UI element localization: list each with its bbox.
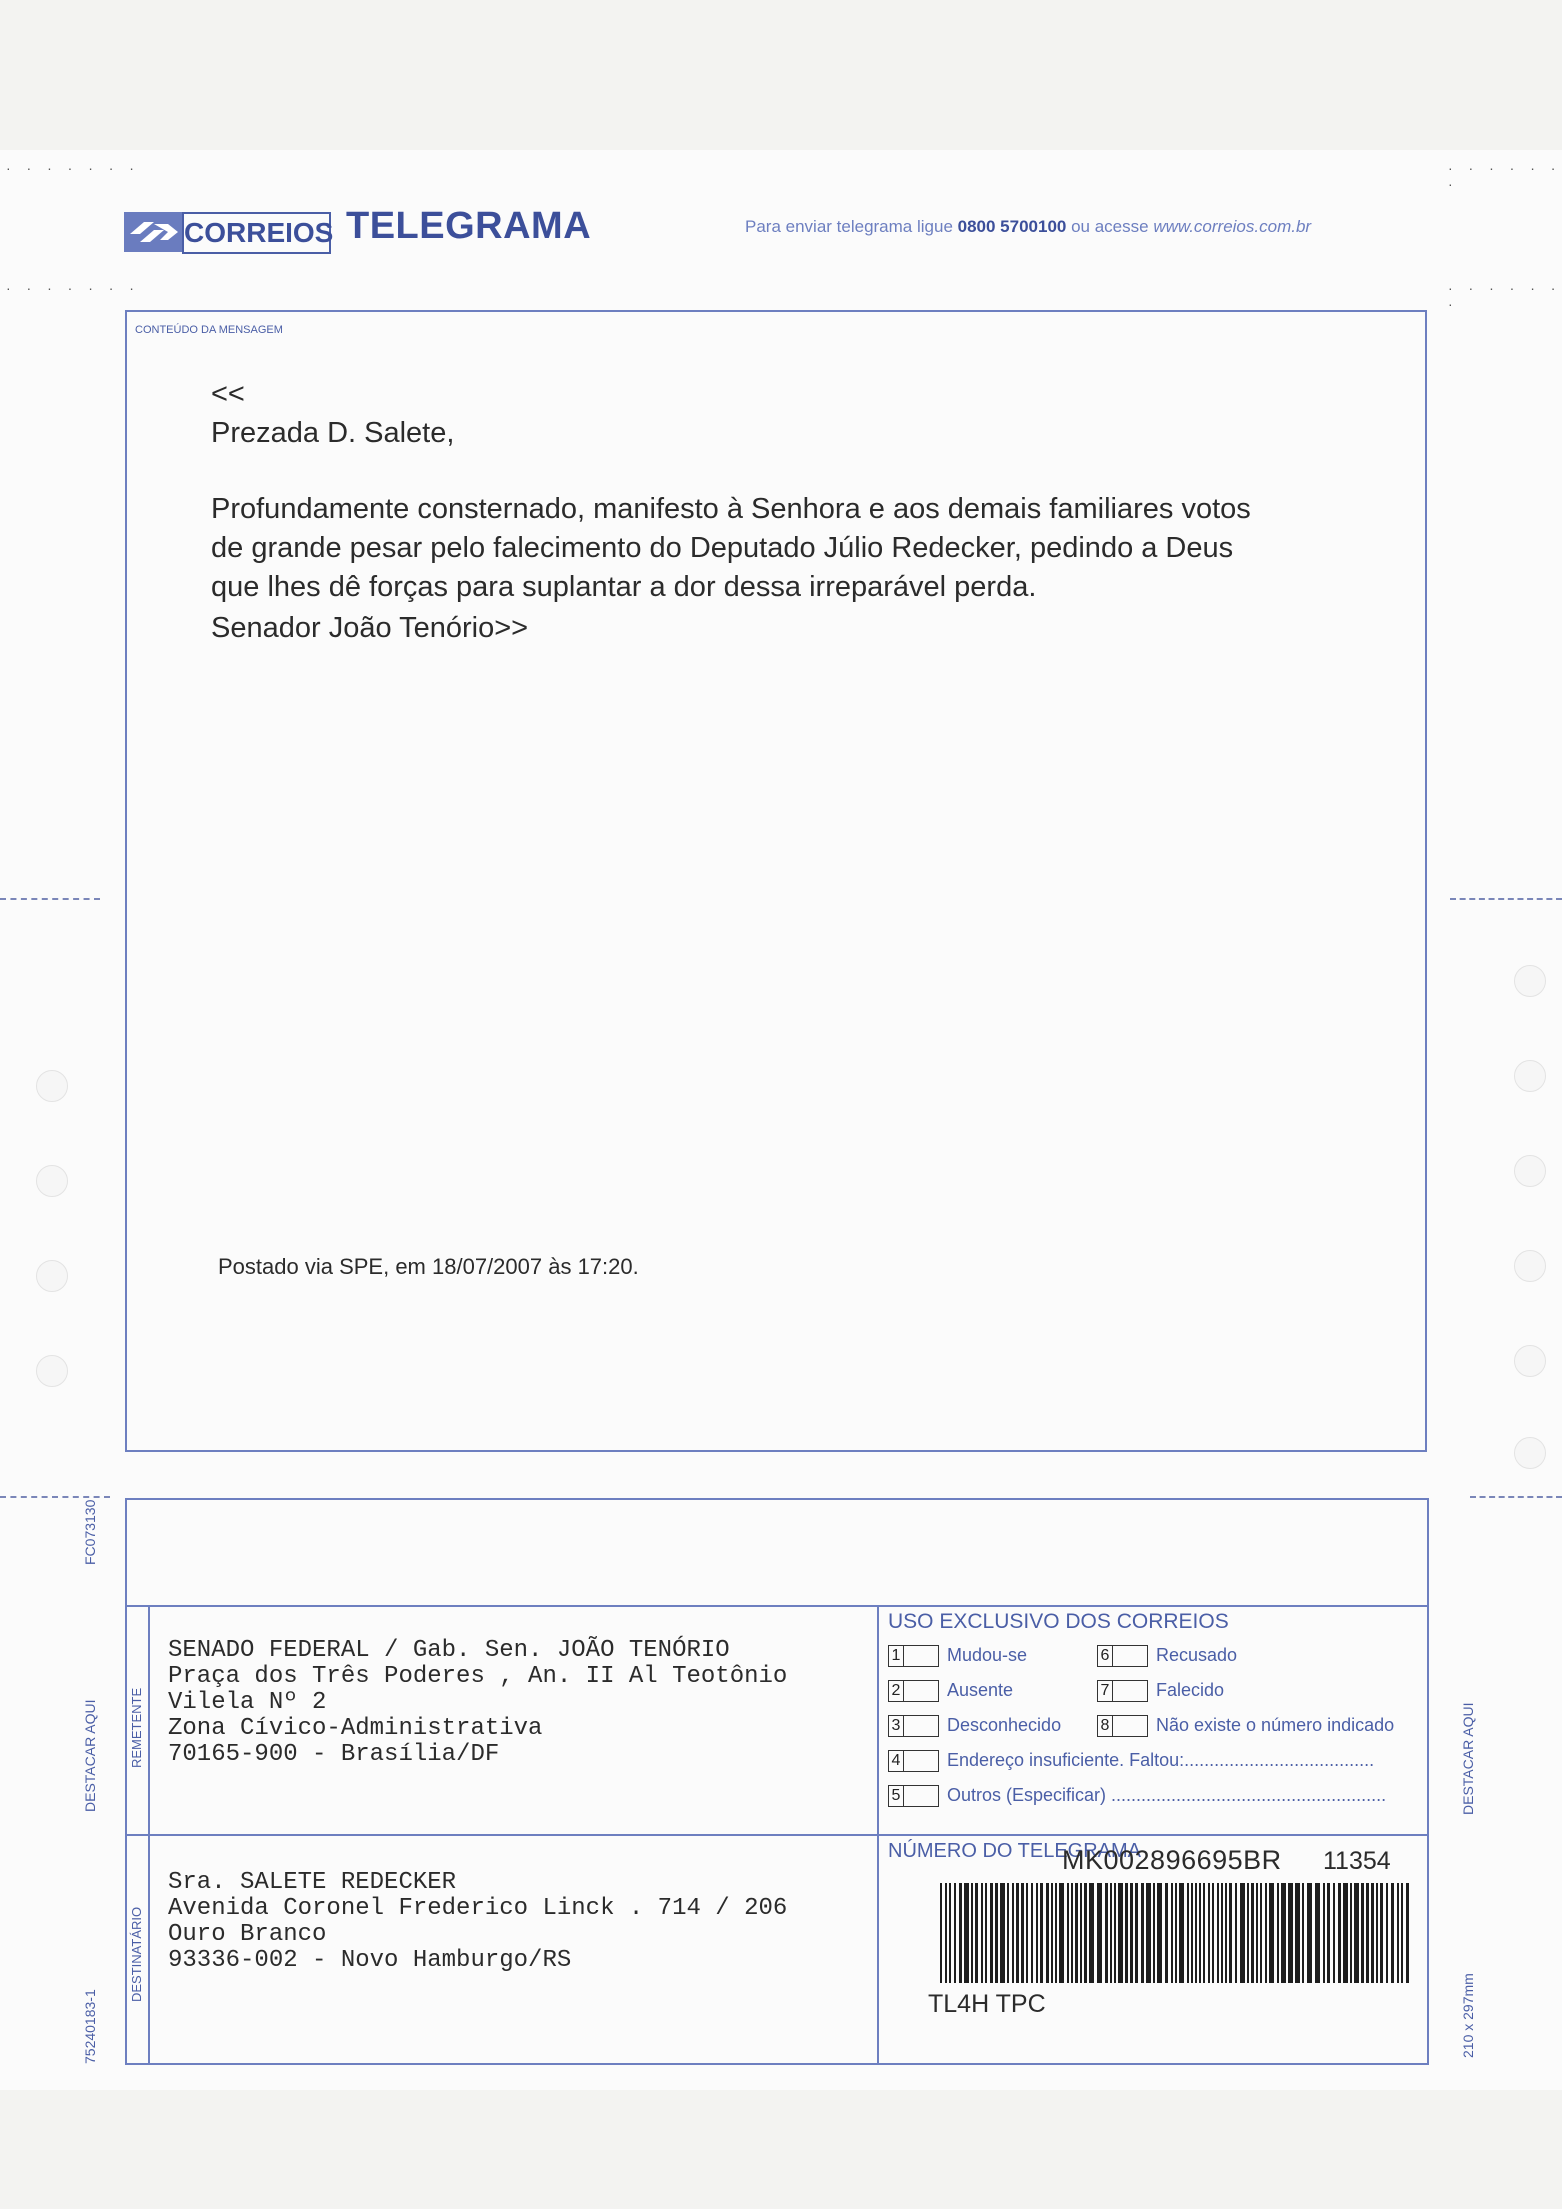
barcode-bar — [1135, 1883, 1138, 1983]
barcode-bar — [990, 1883, 993, 1983]
barcode-bar — [1401, 1883, 1403, 1983]
telegram-number: MK002896695BR — [1062, 1845, 1282, 1875]
barcode-bar — [1235, 1883, 1237, 1983]
barcode-bar — [1361, 1883, 1364, 1983]
barcode-bar — [964, 1883, 969, 1983]
message-label: CONTEÚDO DA MENSAGEM — [135, 324, 283, 336]
option-label: Desconhecido — [947, 1715, 1062, 1735]
divider — [148, 1605, 150, 2065]
note-phone: 0800 5700100 — [957, 217, 1067, 236]
message-line: que lhes dê forças para suplantar a dor dessa irreparável perda. — [211, 571, 1037, 603]
barcode-bar — [1199, 1883, 1201, 1983]
barcode-bar — [1256, 1883, 1258, 1983]
recipient-line: Sra. SALETE REDECKER — [168, 1869, 457, 1896]
telegram-number-title: NÚMERO DO TELEGRAMA — [888, 1840, 1141, 1862]
option-number: 7 — [1097, 1680, 1113, 1702]
divider — [125, 1605, 1429, 1607]
option-number: 8 — [1097, 1715, 1113, 1737]
detach-here-label: DESTACAR AQUI — [1460, 1702, 1476, 1815]
barcode-bar — [1000, 1883, 1005, 1983]
barcode-bar — [1391, 1883, 1394, 1983]
option-label: Mudou-se — [947, 1645, 1028, 1665]
barcode-bar — [1225, 1883, 1227, 1983]
barcode-bar — [1157, 1883, 1162, 1983]
option-number-not-exist — [1097, 1715, 1394, 1737]
barcode-bar — [1165, 1883, 1168, 1983]
message-line: de grande pesar pelo falecimento do Deputado Júlio Redecker, pedindo a Deus — [211, 532, 1234, 564]
message-line: Senador João Tenório>> — [211, 612, 529, 644]
option-unknown — [888, 1715, 1061, 1737]
option-number: 1 — [888, 1645, 904, 1667]
paper-size-label: 210 x 297mm — [1460, 1973, 1476, 2058]
tear-line — [0, 898, 100, 900]
perforation-dots: · · · · · · · — [6, 160, 140, 176]
barcode-bar — [1277, 1883, 1279, 1983]
option-number: 6 — [1097, 1645, 1113, 1667]
divider — [877, 1605, 879, 2065]
barcode-bar — [1026, 1883, 1028, 1983]
option-number: 3 — [888, 1715, 904, 1737]
posted-timestamp: Postado via SPE, em 18/07/2007 às 17:20. — [218, 1254, 639, 1279]
note-site: www.correios.com.br — [1153, 217, 1312, 236]
sender-line: Zona Cívico-Administrativa — [168, 1715, 543, 1742]
barcode-bar — [1097, 1883, 1102, 1983]
barcode-bar — [1251, 1883, 1254, 1983]
punch-hole — [1514, 1060, 1546, 1092]
correios-use-title: USO EXCLUSIVO DOS CORREIOS — [888, 1610, 1229, 1633]
sender-line: Vilela Nº 2 — [168, 1689, 327, 1716]
perforation-dots: · · · · · · · — [1448, 160, 1562, 192]
barcode-bar — [1080, 1883, 1082, 1983]
message-line: Prezada D. Salete, — [211, 417, 455, 449]
barcode-bar — [1269, 1883, 1274, 1983]
correios-logo-icon — [124, 212, 182, 252]
barcode-bar — [1376, 1883, 1378, 1983]
barcode-bar — [1380, 1883, 1383, 1983]
barcode-bar — [985, 1883, 987, 1983]
option-checkbox[interactable] — [904, 1785, 939, 1807]
recipient-line: Ouro Branco — [168, 1921, 327, 1948]
tear-line — [1470, 1496, 1562, 1498]
barcode-bar — [1175, 1883, 1177, 1983]
barcode-bar — [1110, 1883, 1112, 1983]
recipient-line: 93336-002 - Novo Hamburgo/RS — [168, 1947, 572, 1974]
punch-hole — [36, 1070, 68, 1102]
punch-hole — [1514, 1155, 1546, 1187]
barcode-bar — [1288, 1883, 1293, 1983]
barcode-bar — [1118, 1883, 1123, 1983]
barcode-bar — [949, 1883, 951, 1983]
punch-hole — [36, 1165, 68, 1197]
barcode-bar — [1012, 1883, 1014, 1983]
option-label: Não existe o número indicado — [1156, 1715, 1395, 1735]
barcode-bar — [1141, 1883, 1144, 1983]
barcode-bar — [1366, 1883, 1369, 1983]
option-checkbox[interactable] — [1113, 1680, 1148, 1702]
message-line: << — [211, 378, 245, 410]
barcode-bar — [1036, 1883, 1038, 1983]
option-refused — [1097, 1645, 1237, 1667]
option-insufficient-address — [888, 1750, 1374, 1772]
detach-here-label: DESTACAR AQUI — [82, 1699, 98, 1812]
note-prefix: Para enviar telegrama ligue — [745, 217, 958, 236]
barcode-bar — [1229, 1883, 1232, 1983]
option-absent — [888, 1680, 1013, 1702]
barcode-bar — [1281, 1883, 1286, 1983]
barcode-bar — [1217, 1883, 1219, 1983]
barcode-bar — [1386, 1883, 1388, 1983]
option-checkbox[interactable] — [904, 1645, 939, 1667]
option-label: Outros (Especificar) ....................................................... — [947, 1785, 1387, 1805]
barcode-bar — [1265, 1883, 1267, 1983]
barcode-bar — [1333, 1883, 1335, 1983]
punch-hole — [1514, 1250, 1546, 1282]
barcode-bar — [1327, 1883, 1330, 1983]
barcode-bar — [1146, 1883, 1151, 1983]
barcode-bar — [940, 1883, 942, 1983]
barcode-bar — [1075, 1883, 1078, 1983]
option-moved — [888, 1645, 1027, 1667]
barcode-bar — [1406, 1883, 1409, 1983]
barcode-bar — [1016, 1883, 1019, 1983]
tear-line — [1450, 898, 1562, 900]
barcode-bar — [1221, 1883, 1223, 1983]
barcode-bar — [971, 1883, 973, 1983]
recipient-line: Avenida Coronel Frederico Linck . 714 / 206 — [168, 1895, 788, 1922]
barcode-bar — [1179, 1883, 1184, 1983]
barcode-bar — [1046, 1883, 1049, 1983]
barcode-bar — [1007, 1883, 1009, 1983]
option-label: Endereço insuficiente. Faltou:...................................... — [947, 1750, 1375, 1770]
punch-hole — [1514, 1345, 1546, 1377]
barcode-bar — [1171, 1883, 1173, 1983]
barcode-bar — [1260, 1883, 1262, 1983]
barcode-bar — [1203, 1883, 1205, 1983]
sender-line: Praça dos Três Poderes , An. II Al Teotônio — [168, 1663, 788, 1690]
barcode-bar — [1130, 1883, 1133, 1983]
barcode-bar — [1114, 1883, 1116, 1983]
barcode-bar — [1055, 1883, 1057, 1983]
barcode-bar — [1212, 1883, 1214, 1983]
option-number: 5 — [888, 1785, 904, 1807]
routing-code: TL4H TPC — [928, 1990, 1046, 2018]
perforation-dots: · · · · · · · — [6, 280, 140, 296]
barcode-bar — [995, 1883, 998, 1983]
barcode-bar — [975, 1883, 978, 1983]
barcode-bar — [954, 1883, 956, 1983]
sender-line: SENADO FEDERAL / Gab. Sen. JOÃO TENÓRIO — [168, 1637, 730, 1664]
barcode-bar — [1295, 1883, 1300, 1983]
message-box — [125, 310, 1427, 1452]
barcode-bar — [1089, 1883, 1094, 1983]
option-deceased — [1097, 1680, 1224, 1702]
option-checkbox[interactable] — [1113, 1715, 1148, 1737]
barcode-bar — [945, 1883, 947, 1983]
barcode-bar — [1397, 1883, 1399, 1983]
barcode-bar — [1105, 1883, 1108, 1983]
divider — [125, 1834, 1429, 1836]
option-number: 2 — [888, 1680, 904, 1702]
barcode-bar — [1191, 1883, 1193, 1983]
option-label: Falecido — [1156, 1680, 1225, 1700]
option-checkbox[interactable] — [1113, 1645, 1148, 1667]
barcode-bar — [1059, 1883, 1064, 1983]
recipient-label: DESTINATÁRIO — [129, 1906, 144, 2002]
option-checkbox[interactable] — [904, 1715, 939, 1737]
barcode-bar — [1125, 1883, 1128, 1983]
barcode-bar — [1350, 1883, 1352, 1983]
barcode-bar — [981, 1883, 983, 1983]
barcode-bar — [1071, 1883, 1073, 1983]
barcode-bar — [1021, 1883, 1024, 1983]
punch-hole — [36, 1355, 68, 1387]
barcode-bar — [1031, 1883, 1033, 1983]
barcode-bar — [1323, 1883, 1325, 1983]
punch-hole — [1514, 965, 1546, 997]
barcode-bar — [959, 1883, 962, 1983]
form-number-label: 75240183-1 — [82, 1989, 98, 2064]
barcode-bar — [1084, 1883, 1087, 1983]
barcode-bar — [1195, 1883, 1197, 1983]
document-title: TELEGRAMA — [346, 205, 592, 247]
barcode-icon — [940, 1883, 1410, 1983]
barcode-bar — [1338, 1883, 1341, 1983]
option-others — [888, 1785, 1386, 1807]
punch-hole — [36, 1260, 68, 1292]
option-number: 4 — [888, 1750, 904, 1772]
option-checkbox[interactable] — [904, 1680, 939, 1702]
barcode-bar — [1067, 1883, 1069, 1983]
barcode-bar — [1240, 1883, 1245, 1983]
perforation-dots: · · · · · · · — [1448, 280, 1562, 312]
message-line: Profundamente consternado, manifesto à Senhora e aos demais familiares votos — [211, 493, 1251, 525]
sender-line: 70165-900 - Brasília/DF — [168, 1741, 500, 1768]
barcode-bar — [1307, 1883, 1312, 1983]
punch-hole — [1514, 1437, 1546, 1469]
option-label: Ausente — [947, 1680, 1014, 1700]
barcode-bar — [1040, 1883, 1043, 1983]
barcode-bar — [1051, 1883, 1053, 1983]
barcode-bar — [1187, 1883, 1189, 1983]
sender-label: REMETENTE — [129, 1687, 144, 1768]
barcode-bar — [1354, 1883, 1359, 1983]
barcode-bar — [1343, 1883, 1348, 1983]
form-code-label: FC073130 — [82, 1499, 98, 1565]
header-contact-note — [745, 217, 1311, 237]
option-checkbox[interactable] — [904, 1750, 939, 1772]
barcode-bar — [1247, 1883, 1249, 1983]
telegram-code: 11354 — [1323, 1847, 1391, 1875]
barcode-bar — [1315, 1883, 1320, 1983]
tear-line — [0, 1496, 110, 1498]
correios-logo-text: CORREIOS — [182, 212, 331, 254]
barcode-bar — [1371, 1883, 1374, 1983]
option-label: Recusado — [1156, 1645, 1238, 1665]
barcode-bar — [1208, 1883, 1210, 1983]
barcode-bar — [1153, 1883, 1155, 1983]
barcode-bar — [1302, 1883, 1304, 1983]
note-middle: ou acesse — [1066, 217, 1154, 236]
